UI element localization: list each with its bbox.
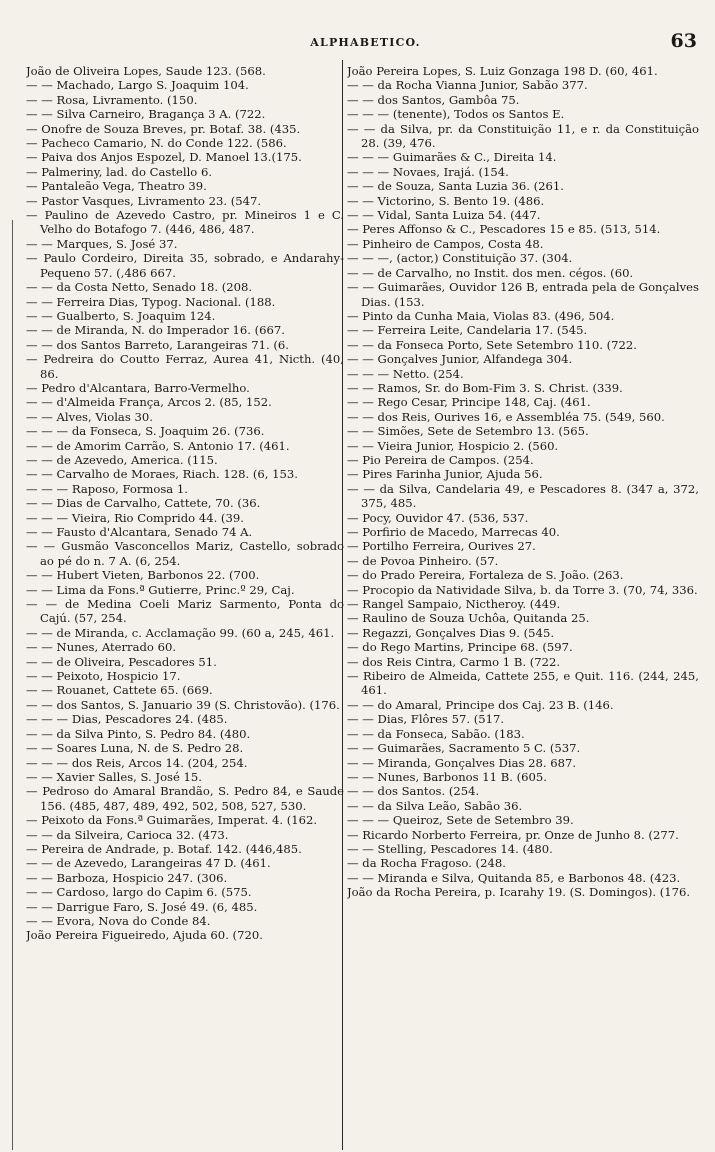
directory-entry: — — Machado, Largo S. Joaquim 104. bbox=[26, 78, 249, 93]
directory-entry: — — Dias de Carvalho, Cattete, 70. (36. bbox=[26, 496, 261, 511]
directory-entry: — — Lima da Fons.ª Gutierre, Princ.º 29, Caj. bbox=[26, 582, 295, 597]
directory-entry: — Pio Pereira de Campos. (254. bbox=[347, 452, 534, 467]
directory-entry: — Regazzi, Gonçalves Dias 9. (545. bbox=[347, 625, 555, 640]
directory-entry: — Rangel Sampaio, Nictheroy. (449. bbox=[347, 597, 561, 612]
directory-entry: — Portilho Ferreira, Ourives 27. bbox=[347, 539, 536, 554]
directory-entry: — — — da Fonseca, S. Joaquim 26. (736. bbox=[26, 424, 265, 439]
directory-entry: — — Soares Luna, N. de S. Pedro 28. bbox=[26, 741, 244, 756]
directory-entry: — — d'Almeida França, Arcos 2. (85, 152. bbox=[26, 395, 272, 410]
directory-entry: — — — Dias, Pescadores 24. (485. bbox=[26, 712, 228, 727]
directory-entry: João Pereira Lopes, S. Luiz Gonzaga 198 D. (60, 461. bbox=[347, 64, 658, 78]
directory-entry: — Pinheiro de Campos, Costa 48. bbox=[347, 236, 544, 251]
directory-entry: — — de Medina Coeli Mariz Sarmento, Ponta do Cajú. (57, 254. bbox=[26, 597, 344, 626]
directory-entry: — — Miranda, Gonçalves Dias 28. 687. bbox=[347, 755, 577, 770]
directory-entry: — — de Miranda, N. do Imperador 16. (667. bbox=[26, 323, 285, 338]
directory-entry: — da Rocha Fragoso. (248. bbox=[347, 856, 506, 871]
directory-entry: — — da Silveira, Carioca 32. (473. bbox=[26, 827, 229, 842]
directory-entry: — Onofre de Souza Breves, pr. Botaf. 38. (435. bbox=[26, 121, 301, 136]
directory-entry: — — de Oliveira, Pescadores 51. bbox=[26, 654, 217, 669]
directory-entry: — Pedroso do Amaral Brandão, S. Pedro 84, e Saude 156. (485, 487, 489, 492, 502, 508, 527, 530. bbox=[26, 784, 344, 813]
directory-entry: — — de Azevedo, America. (115. bbox=[26, 452, 218, 467]
directory-entry: — — Dias, Flôres 57. (517. bbox=[347, 712, 505, 727]
directory-entry: — do Prado Pereira, Fortaleza de S. João. (263. bbox=[347, 568, 624, 583]
directory-entry: — — dos Santos Barreto, Larangeiras 71. (6. bbox=[26, 337, 289, 352]
directory-entry: — Peixoto da Fons.ª Guimarães, Imperat. 4. (162. bbox=[26, 813, 318, 828]
directory-entry: — — Ferreira Dias, Typog. Nacional. (188. bbox=[26, 294, 276, 309]
directory-entry: — — da Silva, Candelaria 49, e Pescadores 8. (347 a, 372, 375, 485. bbox=[347, 481, 699, 511]
directory-entry: — Pocy, Ouvidor 47. (536, 537. bbox=[347, 510, 529, 525]
directory-entry: — — Barboza, Hospicio 247. (306. bbox=[26, 870, 228, 885]
directory-entry: — — Alves, Violas 30. bbox=[26, 409, 153, 424]
directory-entry: — — de Miranda, c. Acclamação 99. (60 a, 245, 461. bbox=[26, 625, 335, 640]
directory-entry: — — — Netto. (254. bbox=[347, 366, 464, 381]
page-title: ALPHABETICO. bbox=[310, 36, 421, 49]
directory-entry: — — de Carvalho, no Instit. dos men. cégos. (60. bbox=[347, 265, 634, 280]
directory-entry: — Paiva dos Anjos Espozel, D. Manoel 13.(175. bbox=[26, 150, 302, 165]
directory-entry: — — Fausto d'Alcantara, Senado 74 A. bbox=[26, 525, 253, 539]
directory-entry: — — Silva Carneiro, Bragança 3 A. (722. bbox=[26, 107, 266, 122]
directory-entry: — — Hubert Vieten, Barbonos 22. (700. bbox=[26, 568, 260, 583]
directory-entry: — Raulino de Souza Uchôa, Quitanda 25. bbox=[347, 611, 590, 626]
directory-entry: — — — dos Reis, Arcos 14. (204, 254. bbox=[26, 755, 248, 770]
directory-entry: — Paulino de Azevedo Castro, pr. Mineiros 1 e C. Velho do Botafogo 7. (446, 486, 487. bbox=[26, 208, 344, 237]
directory-entry: — — Cardoso, largo do Capim 6. (575. bbox=[26, 885, 252, 900]
directory-entry: — — —, (actor,) Constituição 37. (304. bbox=[347, 251, 573, 266]
directory-entry: — — dos Santos, Gambôa 75. bbox=[347, 92, 520, 107]
directory-entry: — — Vieira Junior, Hospicio 2. (560. bbox=[347, 438, 559, 453]
directory-entry: — — da Fonseca, Sabão. (183. bbox=[347, 726, 525, 741]
left-margin-rule bbox=[12, 220, 13, 1150]
directory-entry: — — Rouanet, Cattete 65. (669. bbox=[26, 683, 213, 698]
directory-entry: — — Vidal, Santa Luiza 54. (447. bbox=[347, 208, 541, 223]
page-header bbox=[30, 26, 701, 56]
directory-entry: — Ribeiro de Almeida, Cattete 255, e Quit. 116. (244, 245, 461. bbox=[347, 669, 699, 698]
directory-entry: — — Ferreira Leite, Candelaria 17. (545. bbox=[347, 323, 588, 338]
directory-entry: — Paulo Cordeiro, Direita 35, sobrado, e Andarahy-Pequeno 57. (,486 667. bbox=[26, 251, 344, 280]
directory-entry: — — da Silva Leão, Sabão 36. bbox=[347, 798, 523, 813]
page-number: 63 bbox=[670, 30, 697, 52]
directory-entry: — — Simões, Sete de Setembro 13. (565. bbox=[347, 424, 589, 439]
directory-entry: — do Rego Martins, Principe 68. (597. bbox=[347, 640, 573, 655]
directory-entry: — — Peixoto, Hospicio 17. bbox=[26, 669, 181, 684]
directory-entry: — — Carvalho de Moraes, Riach. 128. (6, 153. bbox=[26, 467, 298, 482]
directory-entry: — — Guimarães, Ouvidor 126 B, entrada pela de Gonçalves Dias. (153. bbox=[347, 280, 699, 309]
directory-entry: — — Gualberto, S. Joaquim 124. bbox=[26, 308, 216, 323]
directory-entry: — — — (tenente), Todos os Santos E. bbox=[347, 107, 565, 122]
directory-entry: — — da Rocha Vianna Junior, Sabão 377. bbox=[347, 78, 588, 93]
directory-entry: — — Marques, S. José 37. bbox=[26, 236, 178, 251]
directory-entry: — — Rosa, Livramento. (150. bbox=[26, 92, 198, 107]
left-column bbox=[26, 64, 344, 1144]
directory-entry: — Pedreira do Coutto Ferraz, Aurea 41, Nicth. (40, 86. bbox=[26, 352, 344, 381]
directory-entry: — — Miranda e Silva, Quitanda 85, e Barbonos 48. (423. bbox=[347, 870, 681, 885]
directory-entry: João de Oliveira Lopes, Saude 123. (568. bbox=[26, 64, 266, 78]
directory-entry: — Pastor Vasques, Livramento 23. (547. bbox=[26, 193, 262, 208]
directory-entry: — — Xavier Salles, S. José 15. bbox=[26, 769, 202, 784]
directory-entry: — — Rego Cesar, Principe 148, Caj. (461. bbox=[347, 395, 591, 410]
directory-entry: — — da Silva, pr. da Constituição 11, e r. da Constituição 28. (39, 476. bbox=[347, 121, 699, 151]
directory-entry: João Pereira Figueiredo, Ajuda 60. (720. bbox=[26, 928, 263, 943]
directory-entry: — — Gusmão Vasconcellos Mariz, Castello, sobrado ao pé do n. 7 A. (6, 254. bbox=[26, 539, 344, 568]
directory-entry: — — de Souza, Santa Luzia 36. (261. bbox=[347, 179, 564, 194]
directory-entry: — Pereira de Andrade, p. Botaf. 142. (446,485. bbox=[26, 841, 302, 856]
right-column bbox=[347, 64, 699, 1144]
directory-entry: — — da Fonseca Porto, Sete Setembro 110. (722. bbox=[347, 337, 637, 352]
directory-entry: — — Guimarães, Sacramento 5 C. (537. bbox=[347, 741, 581, 756]
directory-entry: — — Darrigue Faro, S. José 49. (6, 485. bbox=[26, 899, 258, 914]
directory-entry: — — Gonçalves Junior, Alfandega 304. bbox=[347, 352, 573, 367]
directory-entry: — Porfirio de Macedo, Marrecas 40. bbox=[347, 525, 560, 539]
directory-entry: — Pantaleão Vega, Theatro 39. bbox=[26, 179, 207, 194]
directory-entry: — — Stelling, Pescadores 14. (480. bbox=[347, 841, 553, 856]
directory-entry: — — do Amaral, Principe dos Caj. 23 B. (146. bbox=[347, 697, 614, 712]
directory-entry: — — Victorino, S. Bento 19. (486. bbox=[347, 193, 545, 208]
directory-entry: — Pedro d'Alcantara, Barro-Vermelho. bbox=[26, 380, 250, 395]
directory-entry: — — Ramos, Sr. do Bom-Fim 3. S. Christ. (339. bbox=[347, 380, 623, 395]
directory-entry: — — da Costa Netto, Senado 18. (208. bbox=[26, 280, 253, 295]
directory-entry: — de Povoa Pinheiro. (57. bbox=[347, 553, 499, 568]
directory-entry: — Ricardo Norberto Ferreira, pr. Onze de Junho 8. (277. bbox=[347, 827, 679, 842]
directory-entry: João da Rocha Pereira, p. Icarahy 19. (S. Domingos). (176. bbox=[347, 885, 691, 900]
directory-entry: — — dos Reis, Ourives 16, e Assembléa 75. (549, 560. bbox=[347, 409, 665, 424]
directory-entry: — — — Raposo, Formosa 1. bbox=[26, 481, 188, 496]
directory-entry: — — — Vieira, Rio Comprido 44. (39. bbox=[26, 510, 244, 525]
directory-entry: — — dos Santos. (254. bbox=[347, 784, 480, 799]
directory-entry: — — — Novaes, Irajá. (154. bbox=[347, 164, 509, 179]
directory-entry: — Procopio da Natividade Silva, b. da Torre 3. (70, 74, 336. bbox=[347, 582, 698, 597]
directory-entry: — Pires Farinha Junior, Ajuda 56. bbox=[347, 467, 543, 482]
directory-entry: — Pinto da Cunha Maia, Violas 83. (496, 504. bbox=[347, 308, 615, 323]
directory-entry: — Palmeriny, lad. do Castello 6. bbox=[26, 164, 213, 179]
directory-entry: — — — Queiroz, Sete de Setembro 39. bbox=[347, 813, 574, 828]
directory-entry: — Peres Affonso & C., Pescadores 15 e 85. (513, 514. bbox=[347, 222, 661, 237]
directory-entry: — — Nunes, Barbonos 11 B. (605. bbox=[347, 769, 547, 784]
directory-entry: — — Evora, Nova do Conde 84. bbox=[26, 913, 211, 928]
directory-entry: — Pacheco Camario, N. do Conde 122. (586. bbox=[26, 136, 287, 151]
directory-entry: — — da Silva Pinto, S. Pedro 84. (480. bbox=[26, 726, 251, 741]
directory-entry: — — — Guimarães & C., Direita 14. bbox=[347, 150, 557, 165]
directory-entry: — — Nunes, Aterrado 60. bbox=[26, 640, 177, 655]
directory-entry: — — de Azevedo, Larangeiras 47 D. (461. bbox=[26, 856, 271, 871]
directory-entry: — — de Amorim Carrão, S. Antonio 17. (461. bbox=[26, 438, 290, 453]
directory-entry: — dos Reis Cintra, Carmo 1 B. (722. bbox=[347, 654, 561, 669]
directory-entry: — — dos Santos, S. Januario 39 (S. Christovão). (176. bbox=[26, 697, 340, 712]
